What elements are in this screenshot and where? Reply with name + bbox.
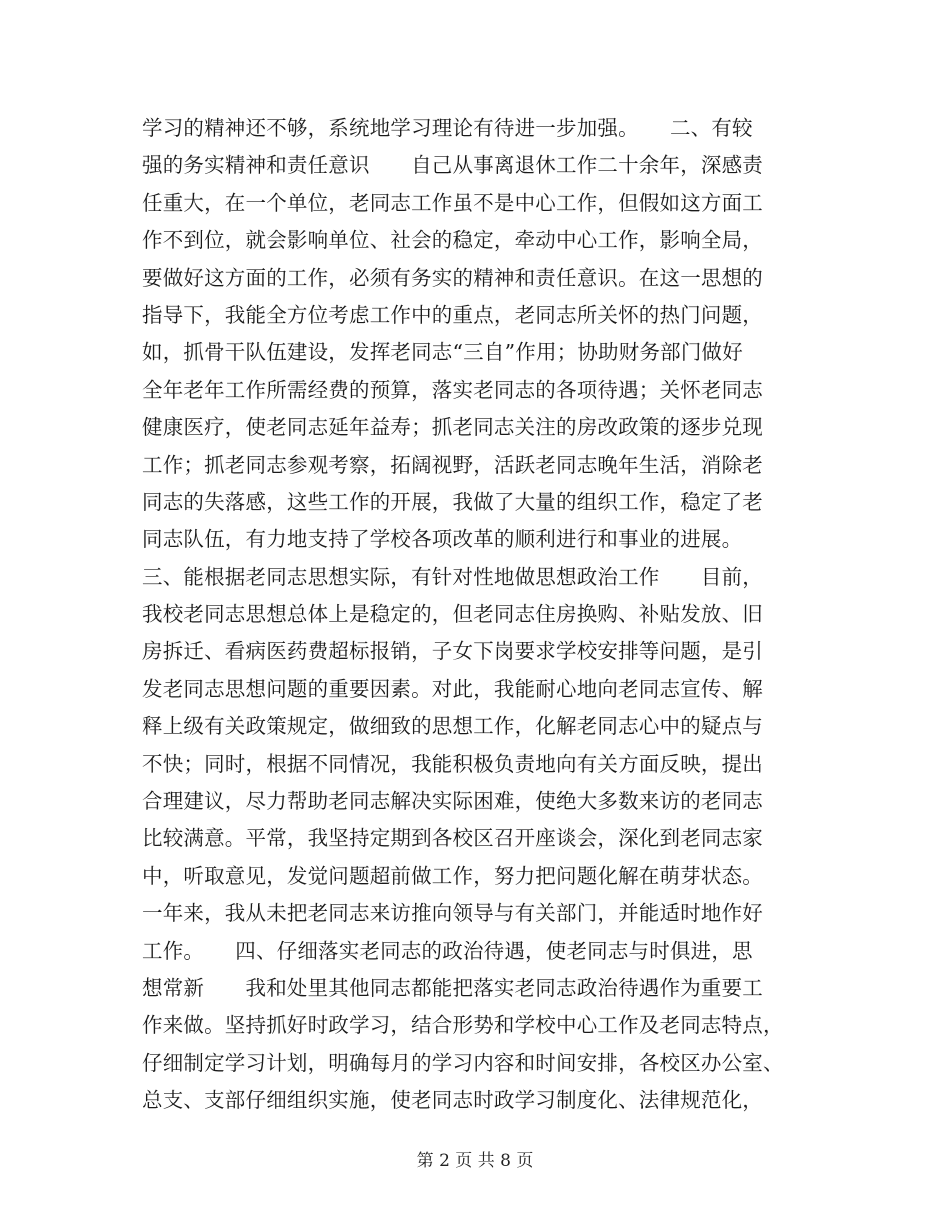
text-line: 任重大，在一个单位，老同志工作虽不是中心工作，但假如这方面工	[142, 190, 763, 215]
text-line: 我校老同志思想总体上是稳定的，但老同志住房换购、补贴发放、旧	[142, 602, 763, 627]
text-line: 同志队伍，有力地支持了学校各项改革的顺利进行和事业的进展。	[142, 527, 743, 552]
text-line: 三、能根据老同志思想实际，有针对性地做思想政治工作 目前，	[142, 564, 763, 589]
body-text	[142, 110, 822, 1120]
text-line: 要做好这方面的工作，必须有务实的精神和责任意识。在这一思想的	[142, 265, 763, 290]
text-line: 作不到位，就会影响单位、社会的稳定，牵动中心工作，影响全局，	[142, 228, 763, 253]
text-line: 仔细制定学习计划，明确每月的学习内容和时间安排，各校区办公室、	[142, 1050, 784, 1075]
text-line: 指导下，我能全方位考虑工作中的重点，老同志所关怀的热门问题，	[142, 302, 763, 327]
text-line: 如，抓骨干队伍建设，发挥老同志“三自”作用；协助财务部门做好	[142, 340, 743, 365]
text-line: 中，听取意见，发觉问题超前做工作，努力把问题化解在萌芽状态。	[142, 863, 763, 888]
text-line: 工作。 四、仔细落实老同志的政治待遇，使老同志与时俱进，思	[142, 938, 753, 963]
text-line: 发老同志思想问题的重要因素。对此，我能耐心地向老同志宣传、解	[142, 676, 763, 701]
text-line: 健康医疗，使老同志延年益寿；抓老同志关注的房改政策的逐步兑现	[142, 415, 763, 440]
text-line: 释上级有关政策规定，做细致的思想工作，化解老同志心中的疑点与	[142, 714, 763, 739]
text-line: 总支、支部仔细组织实施，使老同志时政学习制度化、法律规范化，	[142, 1088, 763, 1113]
text-line: 合理建议，尽力帮助老同志解决实际困难，使绝大多数来访的老同志	[142, 789, 763, 814]
text-line: 一年来，我从未把老同志来访推向领导与有关部门，并能适时地作好	[142, 901, 763, 926]
text-line: 想常新 我和处里其他同志都能把落实老同志政治待遇作为重要工	[142, 975, 763, 1000]
text-line: 强的务实精神和责任意识 自己从事离退休工作二十余年，深感责	[142, 153, 763, 178]
text-line: 比较满意。平常，我坚持定期到各校区召开座谈会，深化到老同志家	[142, 826, 763, 851]
text-line: 作来做。坚持抓好时政学习，结合形势和学校中心工作及老同志特点，	[142, 1013, 784, 1038]
text-line: 工作；抓老同志参观考察，拓阔视野，活跃老同志晚年生活，消除老	[142, 452, 763, 477]
text-line: 同志的失落感，这些工作的开展，我做了大量的组织工作，稳定了老	[142, 489, 763, 514]
page-number-footer: 第 2 页 共 8 页	[416, 1151, 534, 1171]
text-line: 房拆迁、看病医药费超标报销，子女下岗要求学校安排等问题，是引	[142, 639, 763, 664]
text-line: 全年老年工作所需经费的预算，落实老同志的各项待遇；关怀老同志	[142, 377, 763, 402]
text-line: 学习的精神还不够，系统地学习理论有待进一步加强。 二、有较	[142, 116, 753, 140]
text-line: 不快；同时，根据不同情况，我能积极负责地向有关方面反映，提出	[142, 751, 763, 776]
